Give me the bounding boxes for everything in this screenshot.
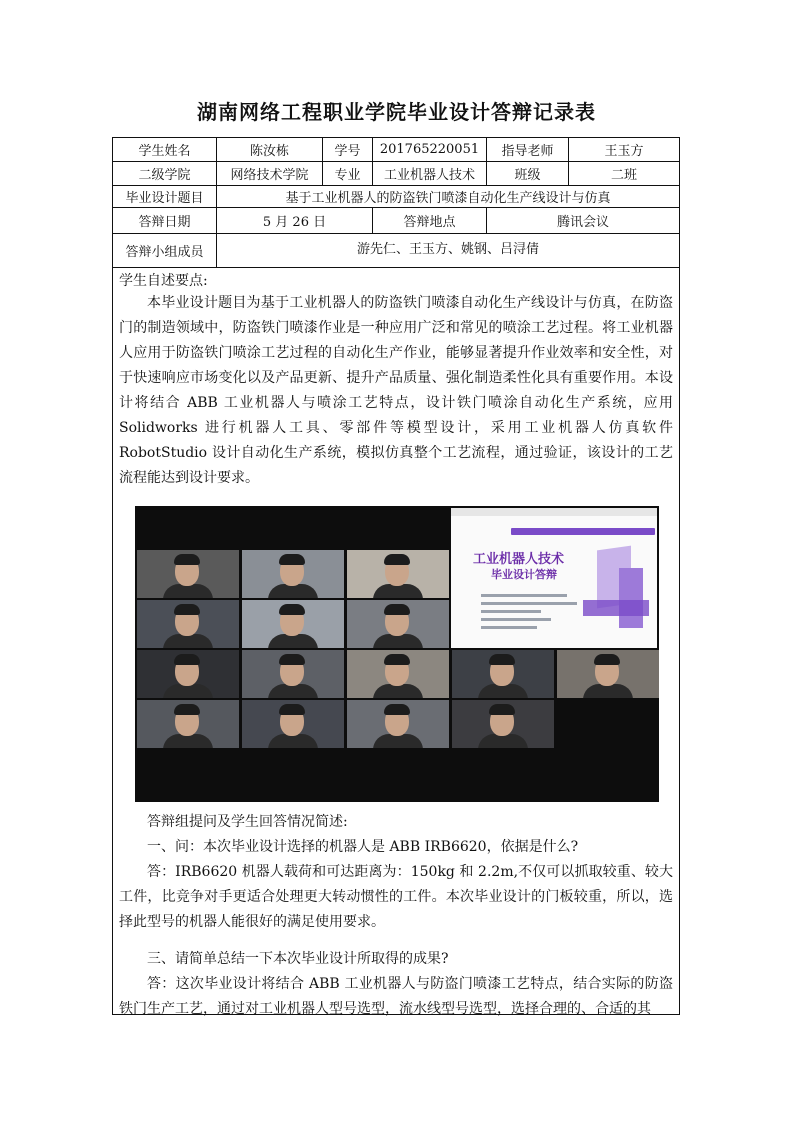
self-statement-heading: 学生自述要点: — [119, 273, 208, 289]
video-tile — [452, 700, 554, 748]
label-date: 答辩日期 — [113, 208, 217, 233]
video-tile — [137, 550, 239, 598]
row-topic — [113, 186, 679, 208]
label-student-id: 学号 — [323, 138, 373, 161]
value-location: 腾讯会议 — [556, 215, 609, 230]
row-date — [113, 208, 679, 234]
label-class: 班级 — [487, 162, 569, 185]
meeting-screenshot — [135, 506, 659, 802]
value-student-id: 201765220051 — [373, 138, 487, 161]
label-college: 二级学院 — [113, 162, 217, 185]
video-tile — [242, 650, 344, 698]
label-advisor: 指导老师 — [487, 138, 569, 161]
video-tile — [137, 600, 239, 648]
answer-3: 答：这次毕业设计将结合 ABB 工业机器人与防盗门喷漆工艺特点，结合实际的防盗铁门生产工艺，通过对工业机器人型号选型，流水线型号选型，选择合理的、合适的其 — [119, 976, 673, 1017]
video-tile — [347, 600, 449, 648]
value-panel: 游先仁、王玉方、姚钢、吕浔倩 — [356, 242, 539, 257]
video-tile — [452, 650, 554, 698]
self-statement-body: 本毕业设计题目为基于工业机器人的防盗铁门喷漆自动化生产线设计与仿真，在防盗门的制造领域中，防盗铁门喷漆作业是一种应用广泛和常见的喷涂工艺过程。将工业机器人应用于防盗铁门喷涂工艺过程的自动化生产作业，能够显著提升作业效率和安全性，对于快速响应市场变化以及产品更新、提升产品质量、强化制造柔性化具有重要作用。本设计将结合 ABB 工业机器人与喷涂工艺特点，设计铁门喷涂自动化生产系统，应用 Solidworks 进行机器人工具、零部件等模型设计，采用工业机器人仿真软件 RobotStudio 设计自动化生产系统，模拟仿真整个工艺流程，通过验证，该设计的工艺流程能达到设计要求。 — [119, 295, 673, 486]
video-tile — [347, 650, 449, 698]
row-college — [113, 162, 679, 186]
value-college: 网络技术学院 — [217, 162, 323, 185]
qa-heading: 答辩组提问及学生回答情况简述: — [147, 814, 348, 830]
video-tile — [242, 700, 344, 748]
video-tile — [557, 650, 659, 698]
qa-section — [119, 810, 673, 1022]
label-location: 答辩地点 — [373, 208, 487, 233]
value-major: 工业机器人技术 — [373, 162, 487, 185]
presentation-slide — [451, 508, 657, 648]
slide-title: 工业机器人技术 — [473, 552, 565, 567]
answer-1: 答：IRB6620 机器人载荷和可达距离为：150kg 和 2.2m,不仅可以抓取较重、较大工件，比竞争对手更适合处理更大转动惯性的工件。本次毕业设计的门板较重，所以，选择此型号的机器人能很好的满足使用要求。 — [119, 864, 673, 930]
question-1: 一、问：本次毕业设计选择的机器人是 ABB IRB6620，依据是什么? — [147, 839, 579, 855]
label-major: 专业 — [323, 162, 373, 185]
slide-subtitle: 毕业设计答辩 — [491, 568, 557, 581]
video-tile — [137, 700, 239, 748]
value-topic: 基于工业机器人的防盗铁门喷漆自动化生产线设计与仿真 — [285, 191, 611, 206]
row-panel — [113, 234, 679, 268]
video-tile — [347, 550, 449, 598]
self-statement-section — [119, 271, 673, 491]
video-tile — [242, 600, 344, 648]
label-student-name: 学生姓名 — [113, 138, 217, 161]
value-date: 5 月 26 日 — [217, 208, 373, 233]
page-title: 湖南网络工程职业学院毕业设计答辩记录表 — [197, 100, 596, 124]
question-3: 三、请简单总结一下本次毕业设计所取得的成果? — [147, 951, 449, 967]
row-student — [113, 138, 679, 162]
video-tile — [347, 700, 449, 748]
value-student-name: 陈汝栋 — [217, 138, 323, 161]
label-panel: 答辩小组成员 — [113, 234, 217, 267]
video-tile — [137, 650, 239, 698]
video-tile — [242, 550, 344, 598]
value-class: 二班 — [610, 168, 637, 183]
value-advisor: 王玉方 — [604, 144, 644, 159]
defense-record-form — [112, 137, 680, 1015]
label-topic: 毕业设计题目 — [113, 186, 217, 207]
